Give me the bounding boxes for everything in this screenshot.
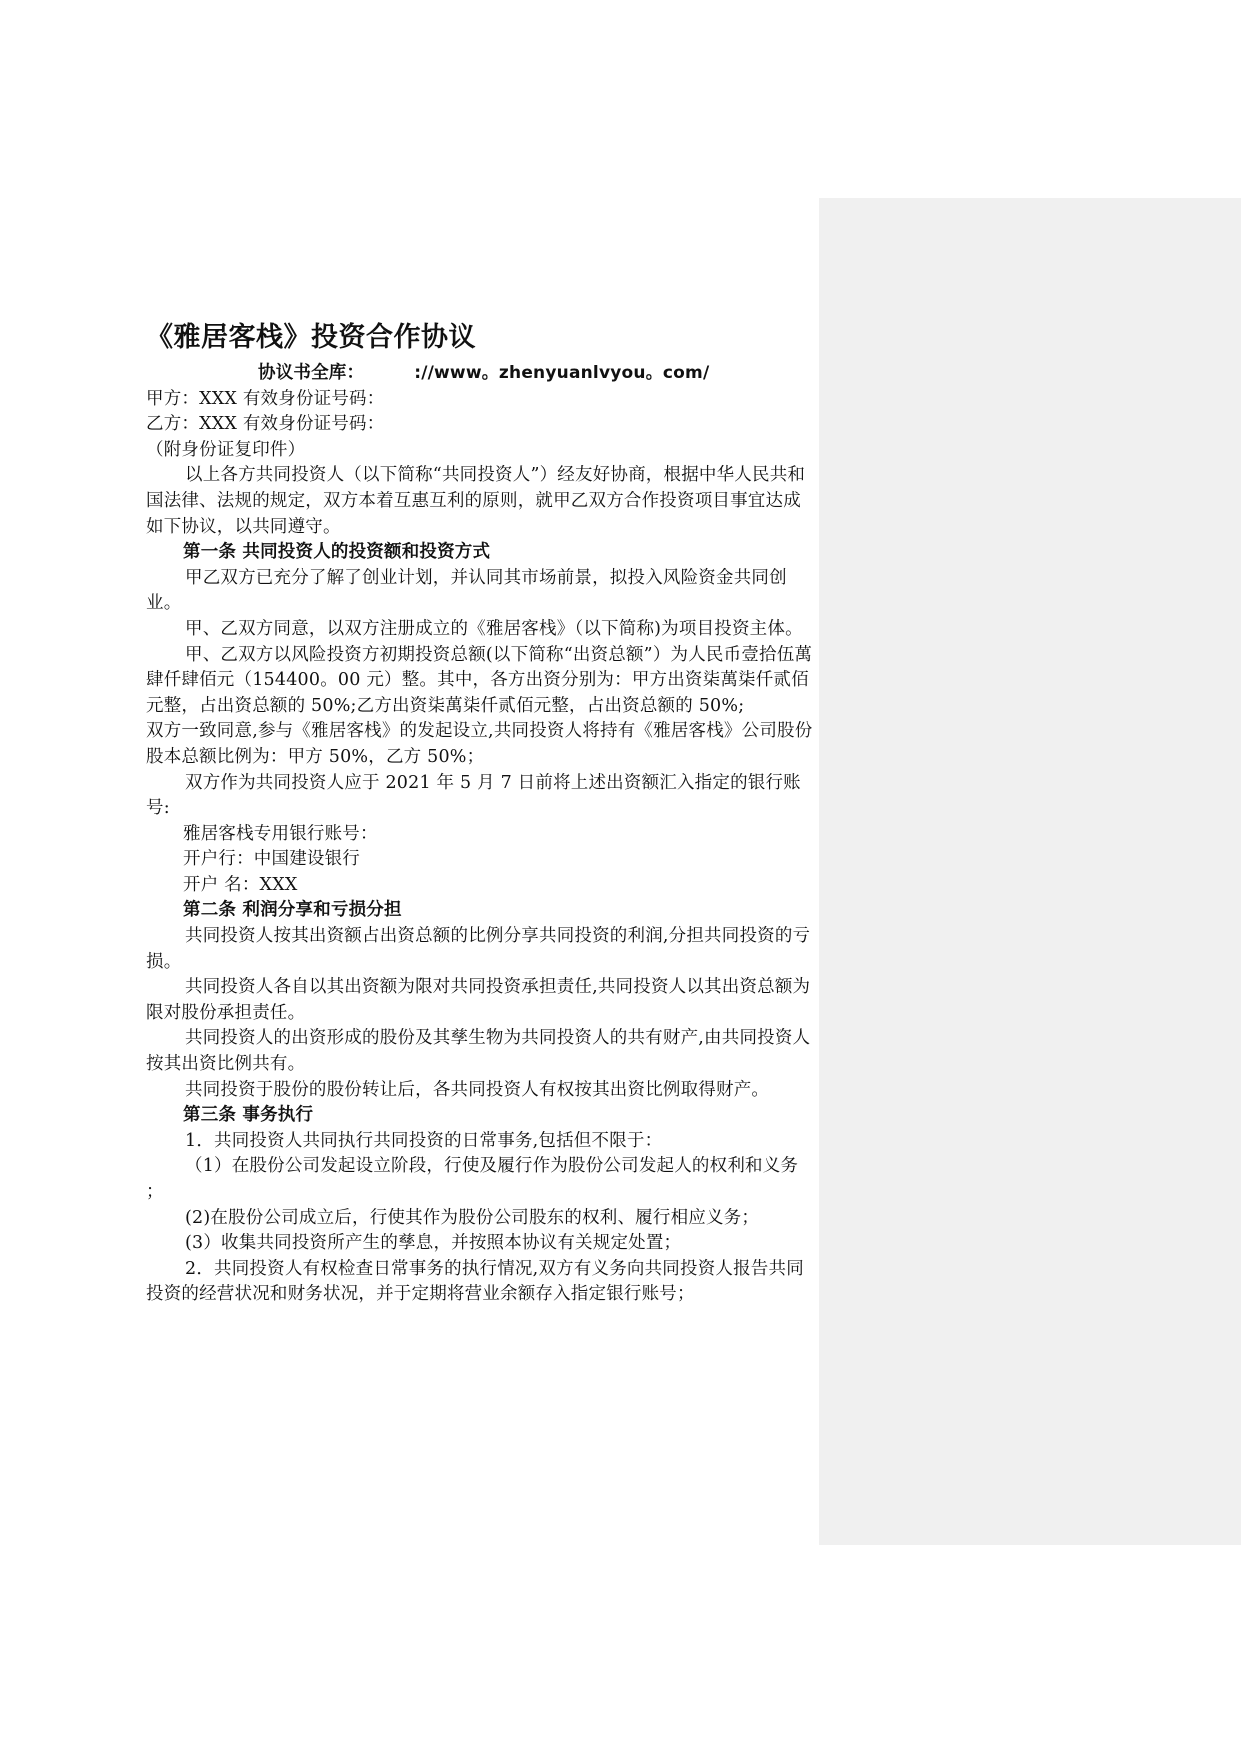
party-a-line: 甲方：XXX 有效身份证号码： [146,388,385,409]
account-name-line: 开户 名：XXX [183,874,298,895]
article-1-paragraph-4: 双方一致同意,参与《雅居客栈》的发起设立,共同投资人将持有《雅居客栈》公司股份股本总额比例为：甲方 50%，乙方 50%； [146,721,813,767]
article-2-paragraph-1: 共同投资人按其出资额占出资总额的比例分享共同投资的利润,分担共同投资的亏损。 [146,926,811,972]
article-1-heading: 第一条 共同投资人的投资额和投资方式 [183,542,491,563]
article-3-paragraph-4: (3）收集共同投资所产生的孳息，并按照本协议有关规定处置； [185,1233,682,1254]
intro-paragraph: 以上各方共同投资人（以下简称“共同投资人”）经友好协商，根据中华人民共和国法律、法规的规定，双方本着互惠互利的原则，就甲乙双方合作投资项目事宜达成如下协议，以共同遵守。 [146,465,806,537]
article-3-paragraph-3: (2)在股份公司成立后，行使其作为股份公司股东的权利、履行相应义务； [185,1207,760,1228]
article-2-heading: 第二条 利润分享和亏损分担 [183,900,402,921]
id-note: （附身份证复印件） [146,439,306,460]
document-subtitle [146,361,818,387]
article-1-paragraph-1: 甲乙双方已充分了解了创业计划，并认同其市场前景，拟投入风险资金共同创业。 [146,567,787,614]
document-body [146,318,818,1308]
article-3-paragraph-5: 2．共同投资人有权检查日常事务的执行情况,双方有义务向共同投资人报告共同投资的经营状况和财务状况，并于定期将营业余额存入指定银行账号； [146,1258,804,1305]
subtitle-label: 协议书全库： [258,363,365,383]
document-title: 《雅居客栈》投资合作协议 [146,322,476,353]
article-1-paragraph-5: 双方作为共同投资人应于 2021 年 5 月 7 日前将上述出资额汇入指定的银行账号: [146,772,801,819]
party-b-line: 乙方：XXX 有效身份证号码： [146,414,385,435]
article-2-paragraph-3: 共同投资人的出资形成的股份及其孳生物为共同投资人的共有财产,由共同投资人按其出资比例共有。 [146,1028,811,1075]
bank-name-line: 开户行：中国建设银行 [183,849,360,870]
comment-pane [819,198,1241,1545]
article-2-paragraph-4: 共同投资于股份的股份转让后，各共同投资人有权按其出资比例取得财产。 [185,1079,770,1100]
subtitle-url: ://www。zhenyuanlvyou。com/ [414,363,710,383]
article-1-paragraph-3: 甲、乙双方以风险投资方初期投资总额(以下简称“出资总额”）为人民币壹拾伍萬肆仟肆佰元（154400。00 元）整。其中，各方出资分别为：甲方出资柒萬柒仟贰佰元整，占出资总额的 50%;乙方出资柒萬柒仟贰佰元整，占出资总额的 50%; [146,644,813,716]
article-1-paragraph-2: 甲、乙双方同意，以双方注册成立的《雅居客栈》（以下简称)为项目投资主体。 [185,618,803,639]
article-2-paragraph-2: 共同投资人各自以其出资额为限对共同投资承担责任,共同投资人以其出资总额为限对股份承担责任。 [146,977,811,1023]
bank-account-line: 雅居客栈专用银行账号： [183,823,378,844]
article-3-heading: 第三条 事务执行 [183,1105,314,1126]
article-3-paragraph-1: 1．共同投资人共同执行共同投资的日常事务,包括但不限于： [185,1130,663,1151]
article-3-paragraph-2: （1）在股份公司发起设立阶段，行使及履行作为股份公司发起人的权利和义务 ； [146,1156,799,1202]
